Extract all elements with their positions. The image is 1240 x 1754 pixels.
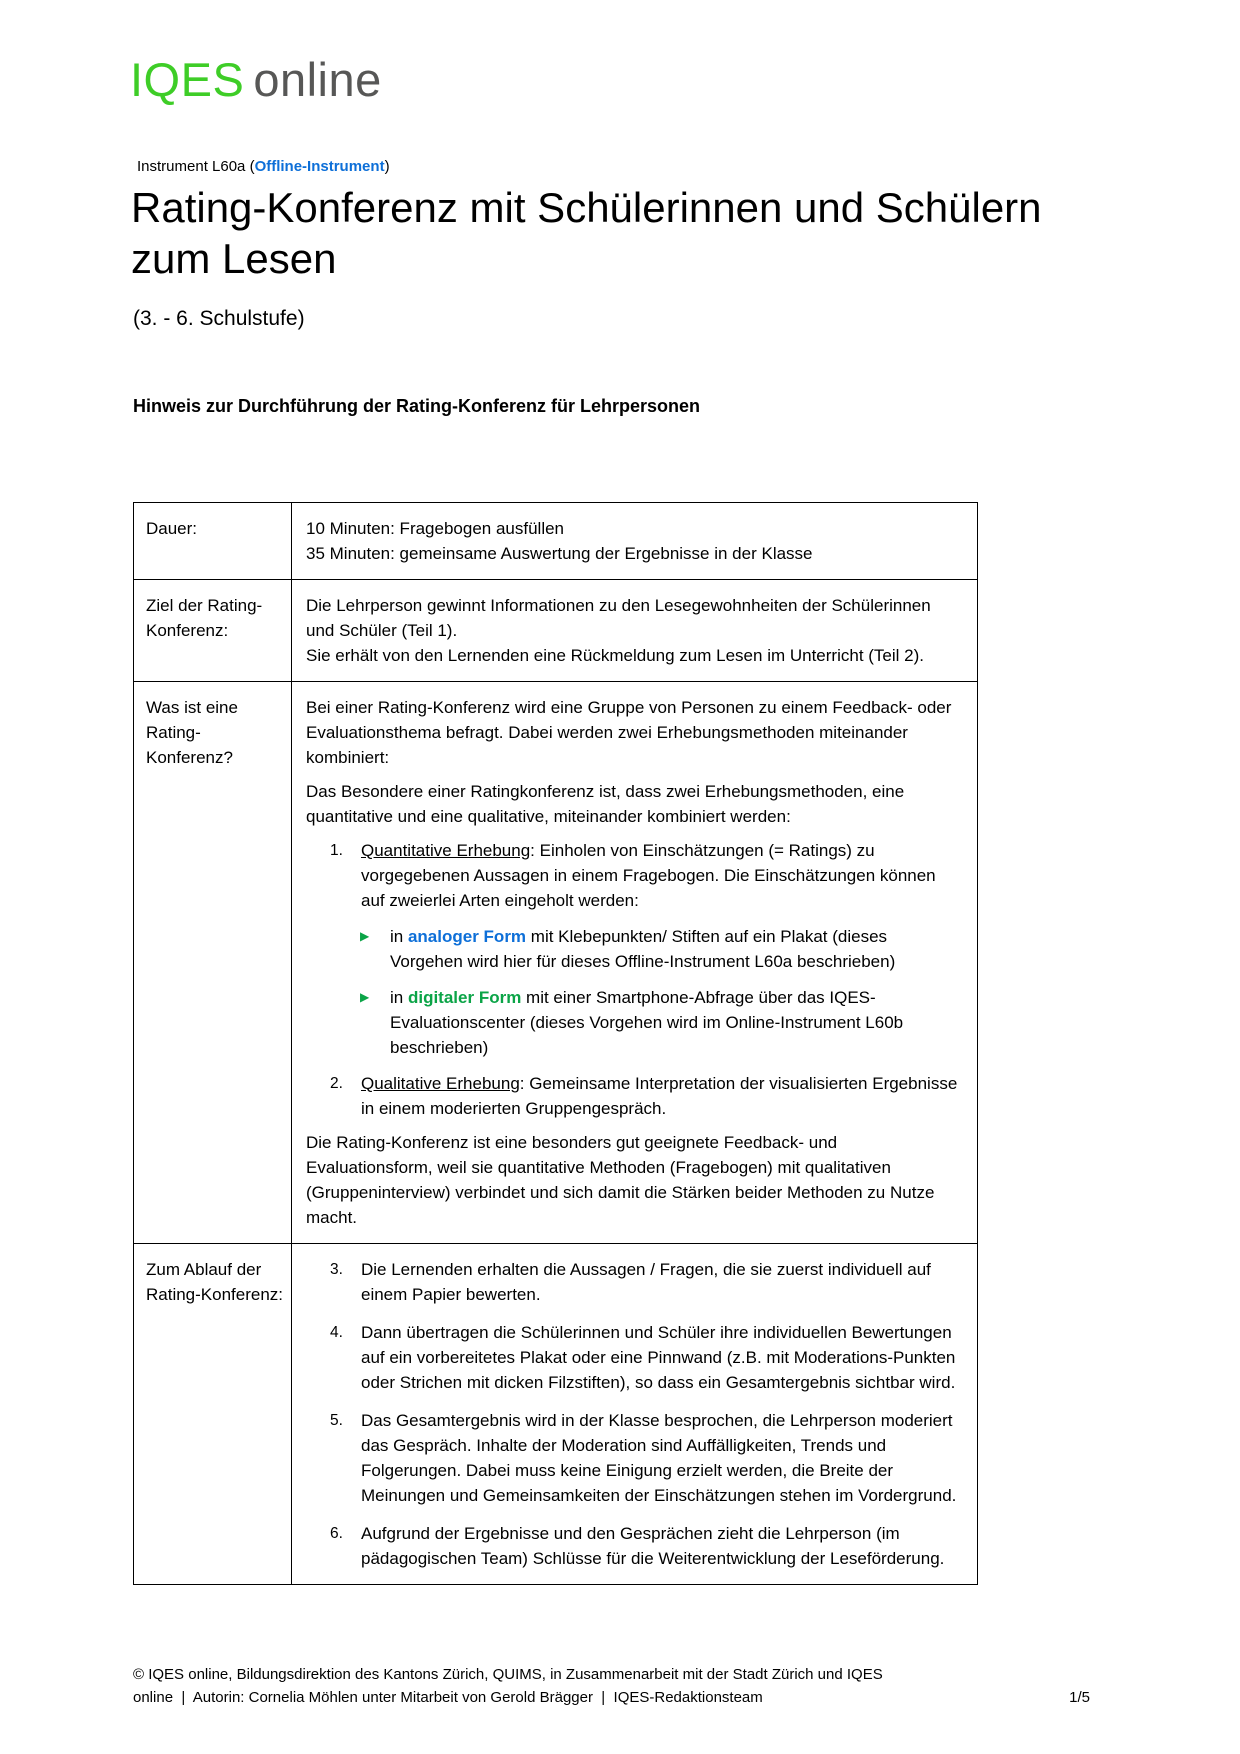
dauer-line-1: 10 Minuten: Fragebogen ausfüllen bbox=[306, 519, 565, 538]
item-number: 2. bbox=[330, 1075, 343, 1092]
section-heading: Hinweis zur Durchführung der Rating-Konferenz für Lehrpersonen bbox=[133, 396, 701, 416]
arrow-bullet-icon: ▶ bbox=[360, 990, 370, 1004]
item-number: 1. bbox=[330, 842, 343, 859]
paragraph-fazit: Die Rating-Konferenz ist eine besonders gut geeignete Feedback- und Evaluationsform, weil sie quantitative Methoden (Fragebogen) mit qualitativen (Gruppeninterview) verbindet und sich damit die Stärken beider Methoden zu Nutze macht. bbox=[306, 1133, 935, 1227]
ziel-line-2: Sie erhält von den Lernenden eine Rückmeldung zum Lesen im Unterricht (Teil 2). bbox=[306, 646, 924, 665]
analog-form-term: analoger Form bbox=[407, 927, 527, 946]
ablauf-item-5 bbox=[330, 1408, 961, 1508]
ablauf-item-6 bbox=[330, 1521, 961, 1571]
item-text: Die Lernenden erhalten die Aussagen / Fragen, die sie zuerst individuell auf einem Papier bewerten. bbox=[361, 1260, 931, 1304]
underlined-term: Qualitative Erhebung bbox=[361, 1074, 520, 1093]
item-rest: : Gemeinsame Interpretation der visualisierten Ergebnisse in einem moderierten Gruppengespräch. bbox=[361, 1074, 958, 1118]
ablauf-item-4 bbox=[330, 1320, 961, 1395]
bullet-rest: mit Klebepunkten/ Stiften auf ein Plakat (dieses Vorgehen wird hier für dieses Offline-Instrument L60a beschrieben) bbox=[390, 927, 896, 971]
table-row-was-ist bbox=[134, 682, 978, 1244]
paragraph-intro: Bei einer Rating-Konferenz wird eine Gruppe von Personen zu einem Feedback- oder Evaluationsthema befragt. Dabei werden zwei Erhebungsmethoden miteinander kombiniert: bbox=[306, 698, 952, 767]
bullet-text bbox=[390, 985, 961, 1060]
item-number: 4. bbox=[330, 1324, 343, 1341]
item-text bbox=[361, 1071, 961, 1121]
instrument-line bbox=[137, 158, 390, 175]
bullet-analog bbox=[360, 924, 961, 974]
underlined-term: Quantitative Erhebung bbox=[361, 841, 531, 860]
page-footer bbox=[133, 1663, 1090, 1709]
item-text: Dann übertragen die Schülerinnen und Schüler ihre individuellen Bewertungen auf ein vorbereitetes Plakat oder eine Pinnwand (z.B. mit Moderations-Punkten oder Strichen mit dicken Filzstiften), so dass ein Gesamtergebnis sichtbar wird. bbox=[361, 1323, 956, 1392]
instrument-label: Instrument L60a ( bbox=[137, 158, 255, 175]
bullet-text bbox=[390, 924, 961, 974]
subtitle: (3. - 6. Schulstufe) bbox=[133, 307, 305, 330]
row-label-ziel: Ziel der Rating-Konferenz: bbox=[134, 580, 292, 682]
page-title: Rating-Konferenz mit Schülerinnen und Schülern zum Lesen bbox=[131, 184, 1042, 282]
paragraph-besondere: Das Besondere einer Ratingkonferenz ist, dass zwei Erhebungsmethoden, eine quantitative und eine qualitative, miteinander kombiniert werden: bbox=[306, 782, 905, 826]
info-table bbox=[133, 502, 978, 1585]
item-number: 3. bbox=[330, 1261, 343, 1278]
item-text: Das Gesamtergebnis wird in der Klasse besprochen, die Lehrperson moderiert das Gespräch. Inhalte der Moderation sind Auffälligkeiten, Trends und Folgerungen. Dabei muss keine Einigung erzielt werden, die Breite der Meinungen und Gemeinsamkeiten der Einschätzungen stehen im Vordergrund. bbox=[361, 1411, 957, 1505]
logo-online-text: online bbox=[253, 53, 382, 106]
digital-form-term: digitaler Form bbox=[407, 988, 522, 1007]
ziel-line-1: Die Lehrperson gewinnt Informationen zu den Lesegewohnheiten der Schülerinnen und Schüler (Teil 1). bbox=[306, 596, 931, 640]
iqes-logo bbox=[130, 52, 382, 107]
table-row-dauer bbox=[134, 503, 978, 580]
arrow-bullet-icon: ▶ bbox=[360, 929, 370, 943]
numbered-item-quantitative bbox=[330, 838, 961, 913]
bullet-digital bbox=[360, 985, 961, 1060]
footer-line-2: online | Autorin: Cornelia Möhlen unter Mitarbeit von Gerold Brägger | IQES-Redaktionsteam bbox=[133, 1689, 763, 1706]
row-content-ziel bbox=[292, 580, 978, 682]
row-content-ablauf bbox=[292, 1244, 978, 1585]
item-number: 5. bbox=[330, 1412, 343, 1429]
item-text: Aufgrund der Ergebnisse und den Gesprächen zieht die Lehrperson (im pädagogischen Team) Schlüsse für die Weiterentwicklung der Leseförderung. bbox=[361, 1524, 945, 1568]
table-row-ablauf bbox=[134, 1244, 978, 1585]
logo-iqes-text: IQES bbox=[130, 53, 245, 106]
item-rest: : Einholen von Einschätzungen (= Ratings) zu vorgegebenen Aussagen in einem Fragebogen. Die Einschätzungen können auf zweierlei Arten eingeholt werden: bbox=[361, 841, 936, 910]
row-label-dauer: Dauer: bbox=[134, 503, 292, 580]
bullet-rest: mit einer Smartphone-Abfrage über das IQES-Evaluationscenter (dieses Vorgehen wird im Online-Instrument L60b beschrieben) bbox=[390, 988, 904, 1057]
ablauf-item-3 bbox=[330, 1257, 961, 1307]
numbered-item-qualitative bbox=[330, 1071, 961, 1121]
item-text bbox=[361, 838, 961, 913]
page-number: 1/5 bbox=[1069, 1689, 1090, 1706]
item-number: 6. bbox=[330, 1525, 343, 1542]
table-row-ziel bbox=[134, 580, 978, 682]
row-content-dauer bbox=[292, 503, 978, 580]
row-content-was-ist bbox=[292, 682, 978, 1244]
row-label-was-ist: Was ist eine Rating-Konferenz? bbox=[134, 682, 292, 1244]
bullet-pre: in bbox=[390, 988, 408, 1007]
row-label-ablauf: Zum Ablauf der Rating-Konferenz: bbox=[134, 1244, 292, 1585]
footer-line-1: © IQES online, Bildungsdirektion des Kantons Zürich, QUIMS, in Zusammenarbeit mit der Stadt Zürich und IQES bbox=[133, 1666, 883, 1683]
instrument-suffix: ) bbox=[384, 158, 390, 175]
bullet-pre: in bbox=[390, 927, 408, 946]
dauer-line-2: 35 Minuten: gemeinsame Auswertung der Ergebnisse in der Klasse bbox=[306, 544, 813, 563]
offline-instrument-link[interactable]: Offline-Instrument bbox=[254, 158, 385, 175]
